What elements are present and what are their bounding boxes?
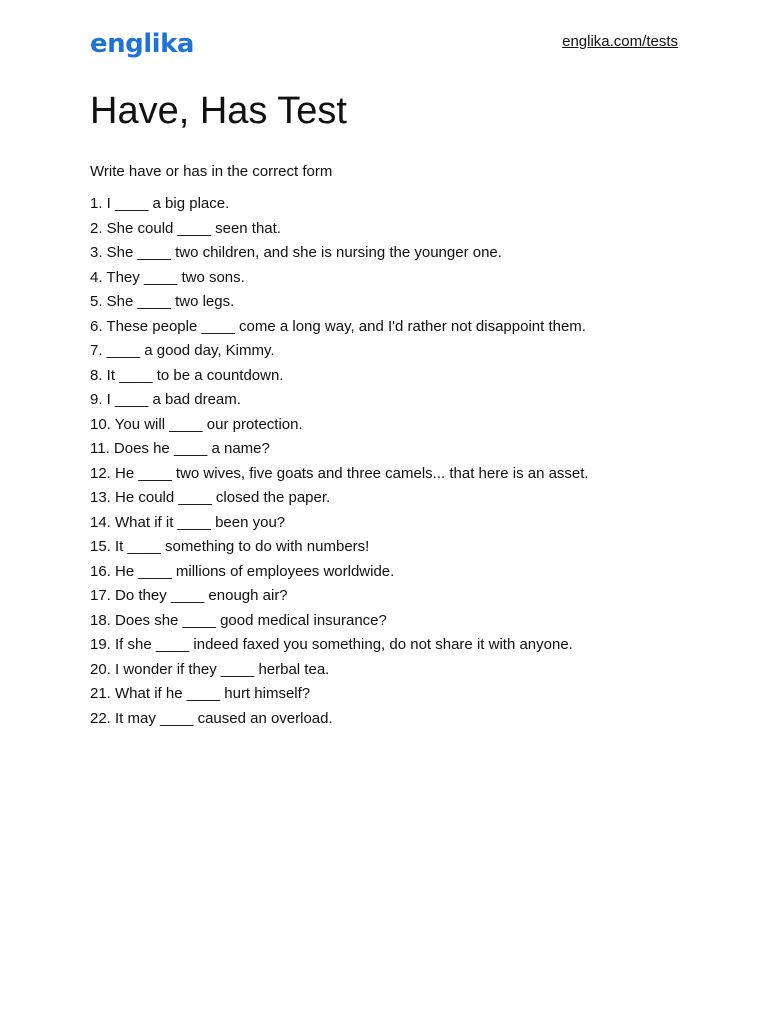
question-item: 9. I ____ a bad dream. — [90, 391, 241, 408]
tests-link[interactable]: englika.com/tests — [562, 33, 678, 50]
question-item: 12. He ____ two wives, five goats and three camels... that here is an asset. — [90, 464, 589, 482]
question-item: 1. I ____ a big place. — [90, 195, 230, 212]
question-list — [90, 192, 710, 731]
question-item: 17. Do they ____ enough air? — [90, 587, 288, 604]
question-item: 2. She could ____ seen that. — [90, 219, 281, 237]
question-item: 3. She ____ two children, and she is nursing the younger one. — [90, 244, 502, 261]
englika-logo[interactable]: englika — [90, 29, 194, 59]
instruction-text: Write have or has in the correct form — [90, 163, 333, 180]
question-item: 18. Does she ____ good medical insurance? — [90, 611, 387, 629]
question-item: 5. She ____ two legs. — [90, 293, 235, 310]
question-item: 11. Does he ____ a name? — [90, 440, 270, 457]
question-item: 4. They ____ two sons. — [90, 268, 245, 286]
question-item: 20. I wonder if they ____ herbal tea. — [90, 660, 330, 678]
question-item: 8. It ____ to be a countdown. — [90, 366, 284, 384]
question-item: 22. It may ____ caused an overload. — [90, 709, 333, 727]
question-item: 7. ____ a good day, Kimmy. — [90, 342, 275, 359]
question-item: 19. If she ____ indeed faxed you something, do not share it with anyone. — [90, 636, 573, 653]
page-title: Have, Has Test — [90, 90, 347, 132]
question-item: 16. He ____ millions of employees worldwide. — [90, 562, 395, 580]
question-item: 14. What if it ____ been you? — [90, 513, 286, 531]
question-item: 6. These people ____ come a long way, and I'd rather not disappoint them. — [90, 317, 586, 335]
question-item: 10. You will ____ our protection. — [90, 415, 303, 433]
question-item: 13. He could ____ closed the paper. — [90, 489, 331, 506]
question-item: 21. What if he ____ hurt himself? — [90, 685, 311, 702]
question-item: 15. It ____ something to do with numbers! — [90, 538, 370, 555]
